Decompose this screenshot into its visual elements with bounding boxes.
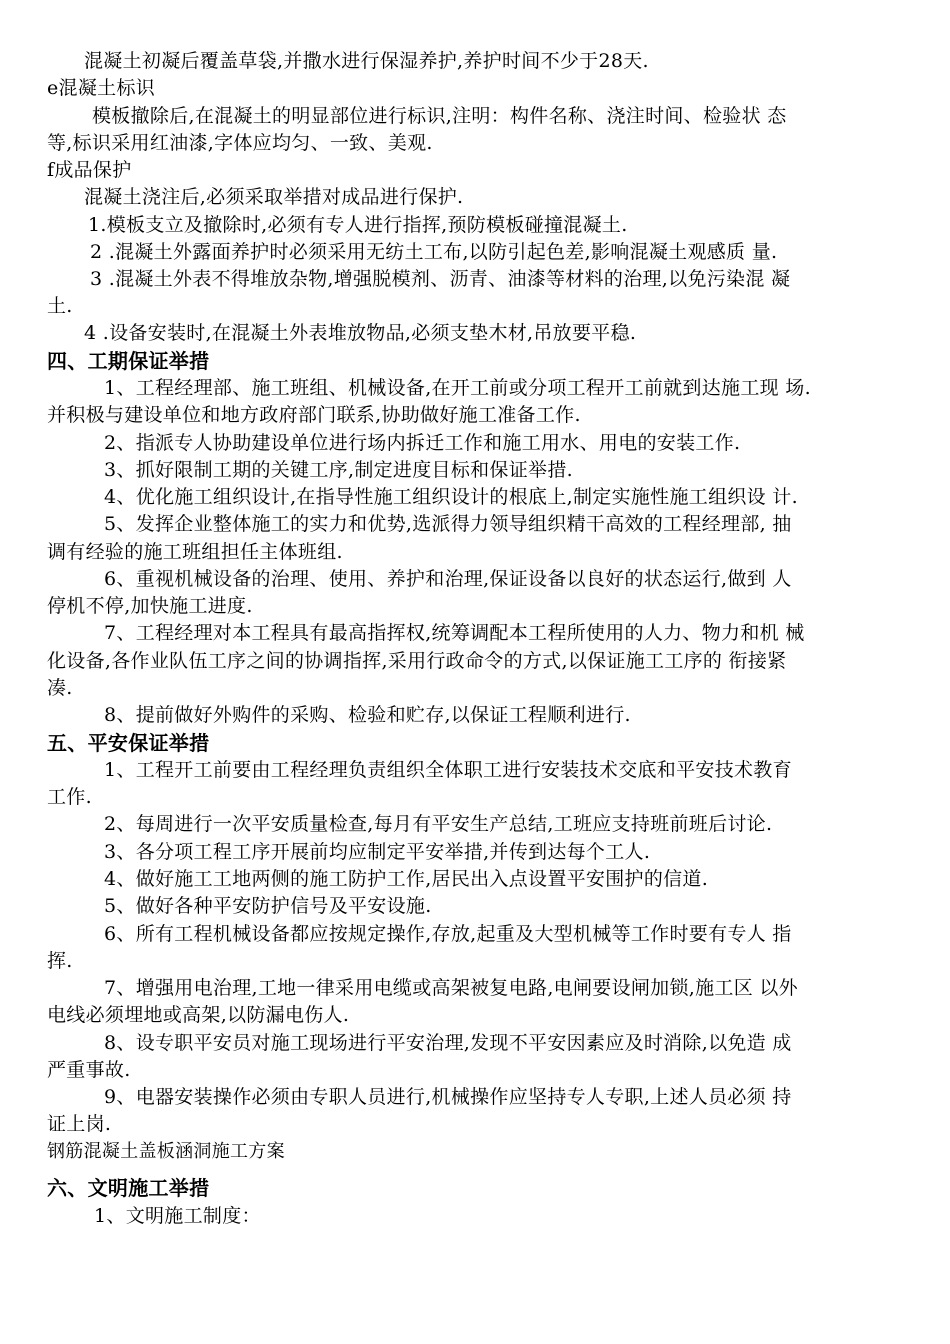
paragraph-line: 停机不停,加快施工进度.: [47, 595, 253, 617]
paragraph-line: 混凝土浇注后,必须采取举措对成品进行保护.: [84, 186, 464, 208]
list-item: 2、每周进行一次平安质量检查,每月有平安生产总结,工班应支持班前班后讨论.: [104, 813, 773, 835]
section-heading: 六、文明施工举措: [47, 1176, 210, 1200]
list-item: 6、重视机械设备的治理、使用、养护和治理,保证设备以良好的状态运行,做到 人: [104, 568, 792, 590]
list-item: 5、做好各种平安防护信号及平安设施.: [104, 895, 432, 917]
list-item: 7、工程经理对本工程具有最高指挥权,统筹调配本工程所使用的人力、物力和机 械: [104, 622, 805, 644]
list-item: 7、增强用电治理,工地一律采用电缆或高架被复电路,电闸要设闸加锁,施工区 以外: [104, 977, 798, 999]
paragraph-line: 化设备,各作业队伍工序之间的协调指挥,采用行政命令的方式,以保证施工工序的 衔接紧: [47, 650, 787, 672]
list-item: 3、抓好限制工期的关键工序,制定进度目标和保证举措.: [104, 459, 573, 481]
section-heading: 四、工期保证举措: [47, 349, 210, 373]
list-item: 4、做好施工工地两侧的施工防护工作,居民出入点设置平安围护的信道.: [104, 868, 709, 890]
subheading: e混凝土标识: [47, 77, 156, 99]
list-item: 5、发挥企业整体施工的实力和优势,选派得力领导组织精干高效的工程经理部, 抽: [104, 513, 792, 535]
paragraph-line: 并积极与建设单位和地方政府部门联系,协助做好施工准备工作.: [47, 404, 581, 426]
list-item: 1、工程开工前要由工程经理负责组织全体职工进行安装技术交底和平安技术教育: [104, 759, 792, 781]
paragraph-line: 严重事故.: [47, 1059, 131, 1081]
subheading: f成品保护: [47, 159, 132, 181]
paragraph-line: 混凝土初凝后覆盖草袋,并撒水进行保湿养护,养护时间不少于28天.: [84, 50, 649, 72]
list-item: 8、设专职平安员对施工现场进行平安治理,发现不平安因素应及时消除,以免造 成: [104, 1032, 792, 1054]
paragraph-line: 凑.: [47, 677, 73, 699]
paragraph-line: 挥.: [47, 950, 73, 972]
list-item: 2、指派专人协助建设单位进行场内拆迁工作和施工用水、用电的安装工作.: [104, 432, 741, 454]
paragraph-line: 模板撤除后,在混凝土的明显部位进行标识,注明：构件名称、浇注时间、检验状 态: [92, 105, 787, 127]
paragraph-line: 电线必须埋地或高架,以防漏电伤人.: [47, 1004, 350, 1026]
list-item: 6、所有工程机械设备都应按规定操作,存放,起重及大型机械等工作时要有专人 指: [104, 923, 792, 945]
paragraph-line: 工作.: [47, 786, 92, 808]
paragraph-line: 调有经验的施工班组担任主体班组.: [47, 541, 343, 563]
list-item: 3 .混凝土外表不得堆放杂物,增强脱模剂、沥青、油漆等材料的治理,以免污染混 凝: [90, 268, 791, 290]
paragraph-line: 证上岗.: [47, 1113, 112, 1135]
list-item: 3、各分项工程工序开展前均应制定平安举措,并传到达每个工人.: [104, 841, 651, 863]
list-item: 1、文明施工制度：: [94, 1205, 261, 1227]
paragraph-line: 土.: [47, 295, 73, 317]
list-item: 1、工程经理部、施工班组、机械设备,在开工前或分项工程开工前就到达施工现 场.: [104, 377, 811, 399]
list-item: 1.模板支立及撤除时,必须有专人进行指挥,预防模板碰撞混凝土.: [88, 214, 628, 236]
list-item: 8、提前做好外购件的采购、检验和贮存,以保证工程顺利进行.: [104, 704, 631, 726]
running-title: 钢筋混凝土盖板涵洞施工方案: [47, 1141, 285, 1162]
paragraph-line: 等,标识采用红油漆,字体应均匀、一致、美观.: [47, 132, 433, 154]
list-item: 2 .混凝土外露面养护时必须采用无纺土工布,以防引起色差,影响混凝土观感质 量.: [90, 241, 778, 263]
list-item: 9、电器安装操作必须由专职人员进行,机械操作应坚持专人专职,上述人员必须 持: [104, 1086, 792, 1108]
list-item: 4、优化施工组织设计,在指导性施工组织设计的根底上,制定实施性施工组织设 计.: [104, 486, 798, 508]
section-heading: 五、平安保证举措: [47, 731, 210, 755]
list-item: 4 .设备安装时,在混凝土外表堆放物品,必须支垫木材,吊放要平稳.: [84, 322, 637, 344]
